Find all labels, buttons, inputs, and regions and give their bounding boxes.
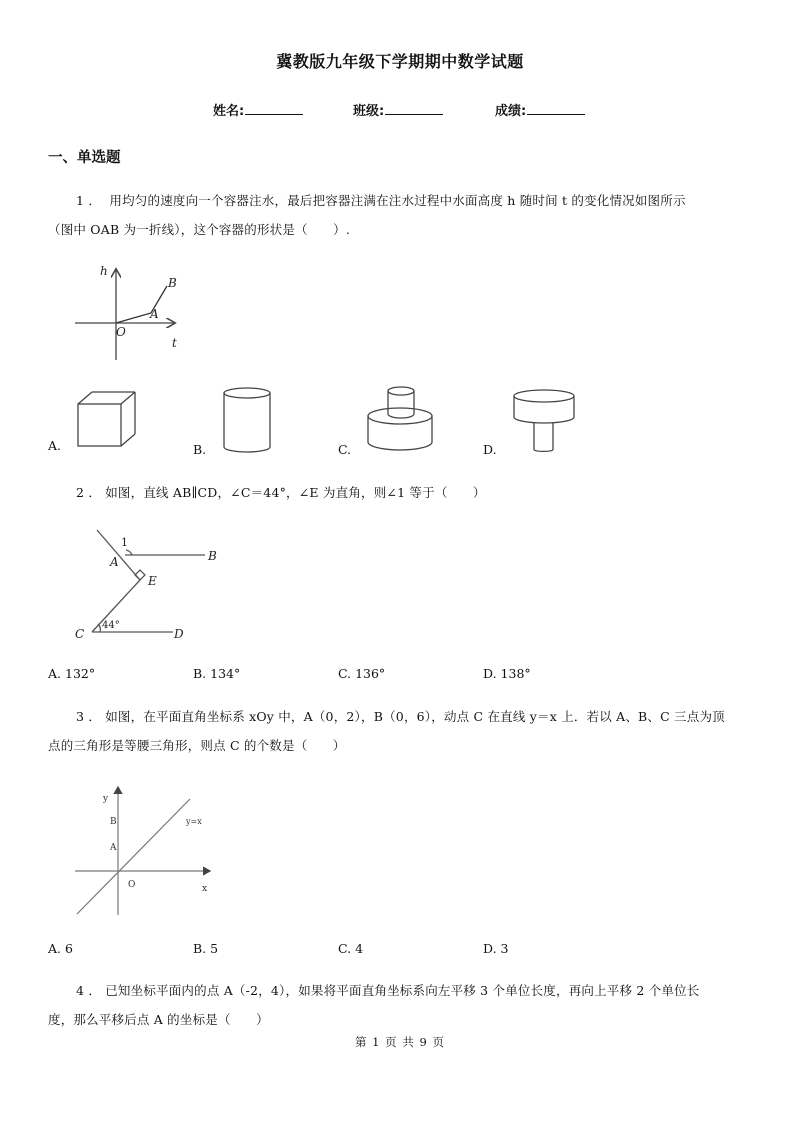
origin-label: O: [116, 325, 126, 339]
option-letter: A.: [48, 941, 62, 956]
option-b[interactable]: [193, 442, 206, 457]
name-blank[interactable]: [245, 102, 303, 115]
question-text: 如图，在平面直角坐标系 xOy 中，A（0，2），B（0，6），动点 C 在直线 y＝x 上．若以 A、B、C 三点为顶: [105, 709, 725, 724]
score-field[interactable]: [495, 100, 585, 119]
name-field[interactable]: [213, 100, 303, 119]
class-field[interactable]: [353, 100, 443, 119]
line-label: y=x: [186, 817, 202, 826]
option-letter: D.: [483, 666, 497, 681]
score-label: 成绩:: [495, 104, 527, 119]
origin-label: O: [128, 880, 136, 890]
question-4: [48, 976, 760, 1034]
question-number: 4 ．: [76, 983, 102, 998]
option-text: 3: [500, 941, 509, 956]
point-b-label: B: [208, 549, 217, 563]
option-d[interactable]: [483, 941, 509, 956]
question-text-continued: （图中 OAB 为一折线），这个容器的形状是（ ）.: [48, 222, 351, 237]
option-c[interactable]: [338, 941, 363, 956]
option-letter: D.: [483, 442, 497, 457]
question-2: [48, 478, 760, 507]
option-letter: A.: [48, 438, 62, 453]
option-c[interactable]: [338, 442, 351, 457]
question-1: [48, 186, 760, 244]
h-axis-label: h: [100, 264, 108, 278]
point-e-label: E: [148, 574, 157, 588]
question-text: 已知坐标平面内的点 A（-2，4），如果将平面直角坐标系向左平移 3 个单位长度，再向上平移 2 个单位长: [105, 983, 700, 998]
question-number: 1 ．: [76, 193, 102, 208]
question-text-continued: 度，那么平移后点 A 的坐标是（ ）: [48, 1012, 269, 1027]
page-number: 第 1 页 共 9 页: [355, 1035, 445, 1049]
option-a[interactable]: [48, 438, 61, 453]
class-blank[interactable]: [385, 102, 443, 115]
option-text: 132°: [65, 666, 96, 681]
option-text: 6: [65, 941, 73, 956]
option-b[interactable]: [193, 941, 218, 956]
question-text: 如图，直线 AB∥CD，∠C＝44°，∠E 为直角，则∠1 等于（ ）: [105, 485, 486, 500]
option-c[interactable]: [338, 666, 385, 681]
option-letter: C.: [338, 941, 352, 956]
option-text: 138°: [500, 666, 531, 681]
option-letter: C.: [338, 442, 352, 457]
point-d-label: D: [174, 627, 184, 641]
x-axis-label: x: [202, 884, 208, 894]
option-d[interactable]: [483, 666, 531, 681]
point-b-label: B: [110, 817, 117, 827]
class-label: 班级:: [353, 104, 385, 119]
option-letter: D.: [483, 941, 497, 956]
question-number: 3 ．: [76, 709, 102, 724]
point-a-label: A: [150, 307, 159, 321]
option-text: 5: [210, 941, 219, 956]
option-letter: B.: [193, 442, 207, 457]
y-axis-label: y: [103, 794, 109, 804]
section-title: 一、单选题: [48, 150, 121, 166]
option-letter: B.: [193, 666, 207, 681]
option-letter: B.: [193, 941, 207, 956]
name-label: 姓名:: [213, 104, 245, 119]
angle-1-label: 1: [121, 536, 128, 549]
point-c-label: C: [75, 627, 85, 641]
question-text-continued: 点的三角形是等腰三角形，则点 C 的个数是（ ）: [48, 738, 346, 753]
option-a[interactable]: [48, 941, 73, 956]
option-text: 4: [355, 941, 364, 956]
point-b-label: B: [168, 276, 177, 290]
option-letter: A.: [48, 666, 62, 681]
option-text: 134°: [210, 666, 241, 681]
option-text: 136°: [355, 666, 386, 681]
open-cube-icon[interactable]: [76, 390, 140, 448]
option-letter: C.: [338, 666, 352, 681]
score-blank[interactable]: [527, 102, 585, 115]
wide-bottom-container-icon[interactable]: [364, 384, 436, 456]
option-a[interactable]: [48, 666, 95, 681]
question-3: [48, 702, 760, 760]
t-axis-label: t: [172, 336, 177, 350]
point-a-label: A: [110, 843, 117, 853]
document-title: 冀教版九年级下学期期中数学试题: [276, 52, 524, 71]
option-d[interactable]: [483, 442, 497, 457]
water-height-graph: [70, 260, 190, 360]
question-number: 2 ．: [76, 485, 102, 500]
wide-top-container-icon[interactable]: [510, 388, 580, 454]
option-b[interactable]: [193, 666, 240, 681]
question-text: 用均匀的速度向一个容器注水，最后把容器注满在注水过程中水面高度 h 随时间 t 的变化情况如图所示: [109, 193, 686, 208]
parallel-lines-figure: [70, 520, 217, 645]
cylinder-icon[interactable]: [220, 386, 274, 456]
point-a-label: A: [110, 555, 119, 569]
coordinate-plane-figure: [70, 780, 220, 920]
angle-c-label: 44°: [102, 620, 120, 631]
